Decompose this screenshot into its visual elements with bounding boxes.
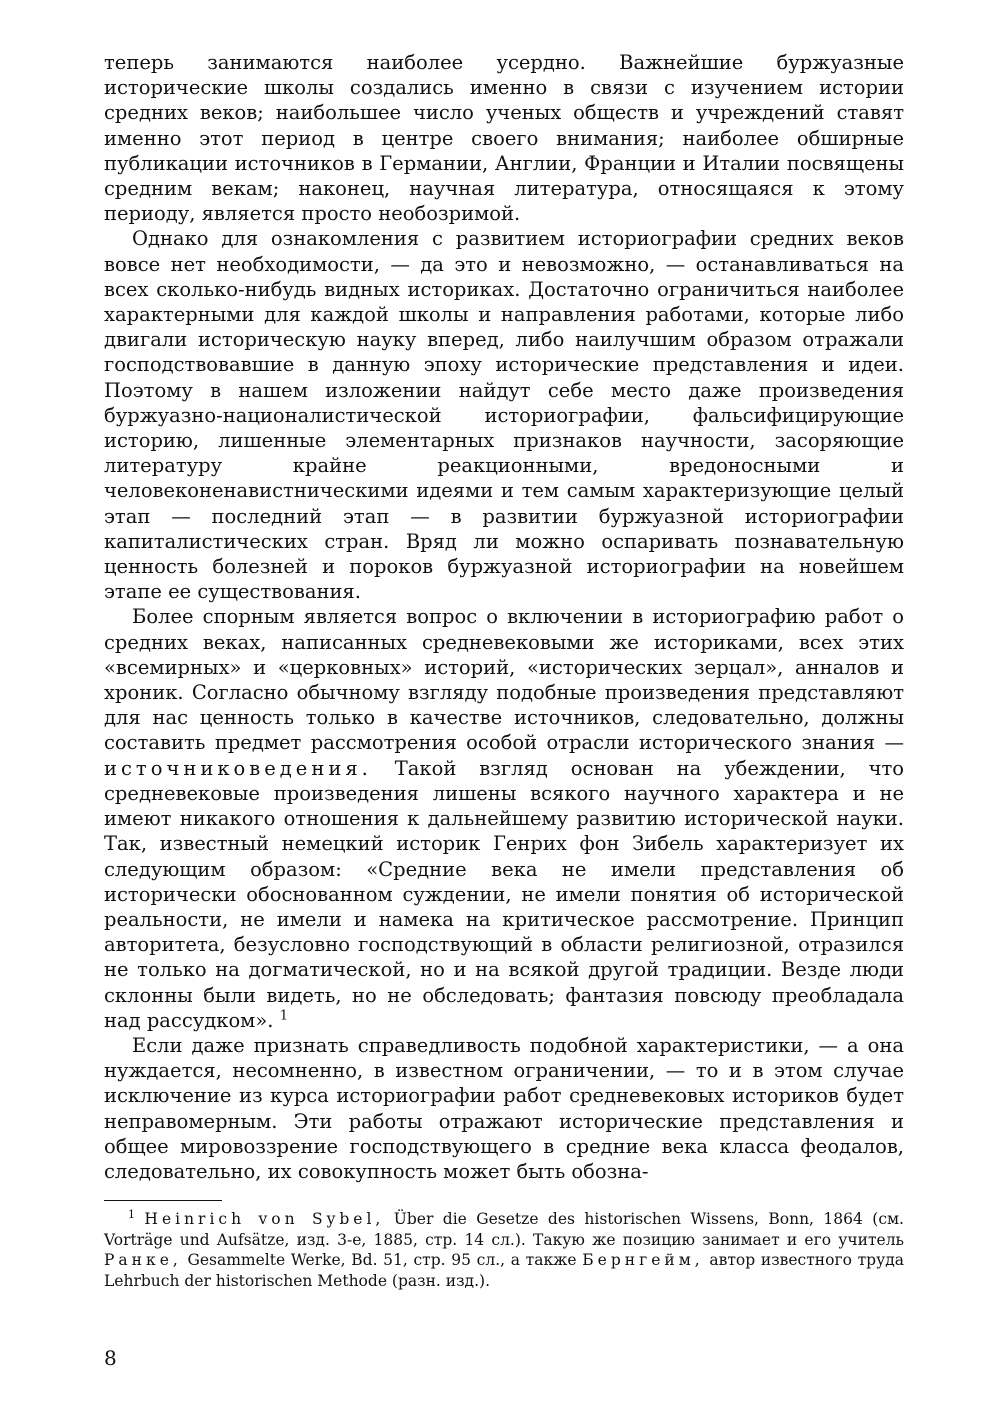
paragraph-2: Однако для ознакомления с развитием историографии средних веков вовсе нет необходимости, — да это и невозможно, — останавливаться на всех сколько-нибудь видных историках. Достаточно ограничиться наиболее характерными для каждой школы и направления работами, которые либо двигали историческую науку вперед, либо наилучшим образом отражали господствовавшие в данную эпоху исторические представления и идеи. Поэтому в нашем изложении найдут себе место даже произведения буржуазно-националистической историографии, фальсифицирующие историю, лишенные элементарных признаков научности, засоряющие литературу крайне реакционными, вредоносными и человеконенавистническими идеями и тем самым характеризующие целый этап — последний этап — в развитии буржуазной историографии капиталистических стран. Вряд ли можно оспаривать познавательную ценность болезней и пороков буржуазной историографии на новейшем этапе ее существования. <box>104 227 904 604</box>
footnote-author-bernheim: Бернгейм, <box>582 1251 704 1270</box>
footnote <box>104 1209 904 1291</box>
paragraph-3 <box>104 604 904 1032</box>
footnote-reference: 1 <box>279 1008 288 1024</box>
footnote-text-1: Über die Gesetze des historischen Wissens, Bonn, 1864 (см. Vorträge und Aufsätze, изд. 3-е, 1885, стр. 14 сл.). Такую же позицию занимает и его учитель <box>104 1210 904 1249</box>
footnote-mark: 1 <box>128 1207 135 1221</box>
page-body <box>104 50 904 1291</box>
page-number: 8 <box>104 1346 117 1370</box>
paragraph-1: теперь занимаются наиболее усердно. Важнейшие буржуазные исторические школы создались именно в связи с изучением истории средних веков; наибольшее число ученых обществ и учреждений ставят именно этот период в центре своего внимания; наиболее обширные публикации источников в Германии, Англии, Франции и Италии посвящены средним векам; наконец, научная литература, относящаяся к этому периоду, является просто необозримой. <box>104 51 904 226</box>
footnote-text-3: автор известного труда Lehrbuch der historischen Methode (разн. изд.). <box>104 1251 904 1290</box>
emphasized-term: источниковедения. <box>104 756 372 780</box>
footnote-author-ranke: Ранке, <box>104 1251 182 1270</box>
footnote-divider <box>104 1200 222 1201</box>
paragraph-4: Если даже признать справедливость подобной характеристики, — а она нуждается, несомненно, в известном ограничении, — то и в этом случае исключение из курса историографии работ средневековых историков будет неправомерным. Эти работы отражают исторические представления и общее мировоззрение господствующего в средние века класса феодалов, следовательно, их совокупность может быть обозна- <box>104 1033 904 1183</box>
paragraph-3-part-1: Более спорным является вопрос о включении в историографию работ о средних веках, написанных средневековыми же историками, всех этих «всемирных» и «церковных» историй, «исторических зерцал», анналов и хроник. Согласно обычному взгляду подобные произведения представляют для нас ценность только в качестве источников, следовательно, должны составить предмет рассмотрения особой отрасли исторического знания — <box>104 605 904 755</box>
paragraph-3-part-2: Такой взгляд основан на убеждении, что средневековые произведения лишены всякого научного характера и не имеют никакого отношения к дальнейшему развитию исторической науки. Так, известный немецкий историк Генрих фон Зибель характеризует их следующим образом: «Средние века не имели представления об исторически обоснованном суждении, не имели понятия об исторической реальности, не имели и намека на критическое рассмотрение. Принцип авторитета, безусловно господствующий в области религиозной, отразился не только на догматической, но и на всякой другой традиции. Везде люди склонны были видеть, но не обследовать; фантазия повсюду преобладала над рассудком». <box>104 756 904 1032</box>
footnote-text-2: Gesammelte Werke, Bd. 51, стр. 95 сл., а также <box>187 1251 577 1270</box>
footnote-author-sybel: Heinrich von Sybel, <box>144 1210 385 1229</box>
